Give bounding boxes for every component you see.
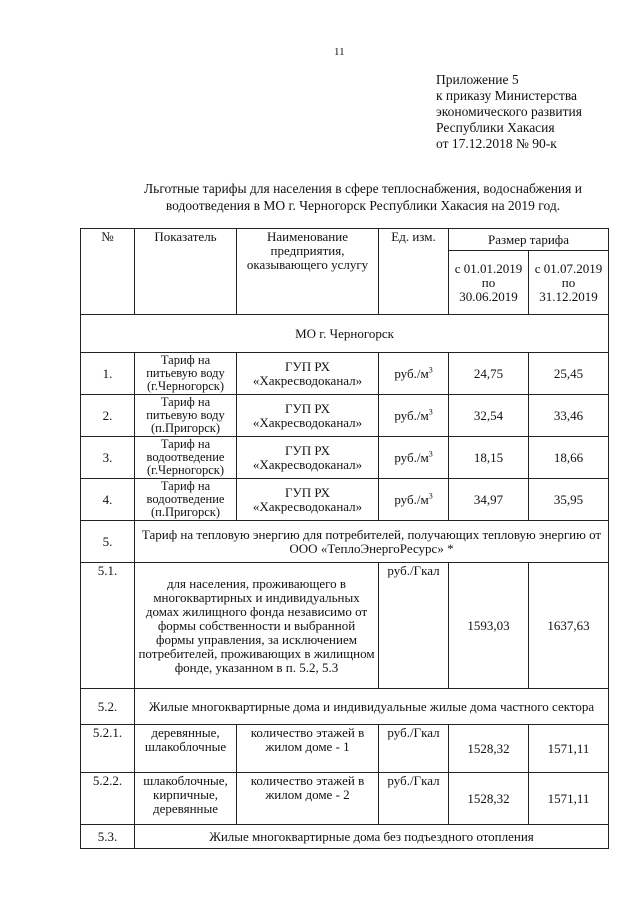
row-value-2: 1571,11	[529, 725, 609, 773]
row-num: 5.	[81, 521, 135, 563]
section-title: МО г. Черногорск	[81, 315, 609, 353]
document-title: Льготные тарифы для населения в сфере теплоснабжения, водоснабжения и водоотведения в МО г. Черногорск Республики Хакасия на 2019 год.	[144, 181, 582, 213]
table-row	[81, 689, 609, 725]
row-num: 2.	[81, 395, 135, 437]
row-value-2: 1637,63	[529, 563, 609, 689]
unit-text: руб./м	[394, 491, 429, 507]
table-row	[81, 773, 609, 825]
row-value-1: 1528,32	[449, 773, 529, 825]
unit-superscript: 3	[428, 449, 433, 459]
row-unit: руб./Гкал	[379, 773, 449, 825]
table-row	[81, 725, 609, 773]
unit-superscript: 3	[428, 407, 433, 417]
table-row	[81, 563, 609, 689]
appendix-block	[436, 72, 582, 152]
row-enterprise: ГУП РХ «Хакресводоканал»	[237, 353, 379, 395]
row-num: 5.2.2.	[81, 773, 135, 825]
row-value-2: 1571,11	[529, 773, 609, 825]
row-value-1: 24,75	[449, 353, 529, 395]
row-unit: руб./Гкал	[379, 725, 449, 773]
row-indicator: Тариф на питьевую воду (г.Черногорск)	[135, 353, 237, 395]
row-unit	[379, 479, 449, 521]
row-value-1: 32,54	[449, 395, 529, 437]
appendix-line: от 17.12.2018 № 90-к	[436, 136, 557, 151]
row-unit	[379, 353, 449, 395]
row-unit: руб./Гкал	[379, 563, 449, 689]
row-value-2: 25,45	[529, 353, 609, 395]
table-row	[81, 353, 609, 395]
table-row	[81, 479, 609, 521]
appendix-line: к приказу Министерства	[436, 88, 578, 103]
table-row	[81, 521, 609, 563]
row-unit	[379, 437, 449, 479]
unit-superscript: 3	[428, 491, 433, 501]
row-indicator: Тариф на водоотведение (п.Пригорск)	[135, 479, 237, 521]
header-indicator: Показатель	[135, 229, 237, 315]
row-value-2: 18,66	[529, 437, 609, 479]
row-num: 4.	[81, 479, 135, 521]
header-num: №	[81, 229, 135, 315]
row-indicator: Тариф на водоотведение (г.Черногорск)	[135, 437, 237, 479]
row-heading: Жилые многоквартирные дома и индивидуальные жилые дома частного сектора	[135, 689, 609, 725]
row-material: деревянные, шлакоблочные	[135, 725, 237, 773]
row-num: 5.2.	[81, 689, 135, 725]
row-heading: Жилые многоквартирные дома без подъездного отопления	[135, 825, 609, 849]
row-indicator: Тариф на питьевую воду (п.Пригорск)	[135, 395, 237, 437]
appendix-line: экономического развития	[436, 104, 582, 119]
unit-text: руб./м	[394, 407, 429, 423]
header-tariff: Размер тарифа	[449, 229, 609, 251]
row-heading: Тариф на тепловую энергию для потребителей, получающих тепловую энергию от ООО «ТеплоЭнергоРесурс» *	[135, 521, 609, 563]
row-floors: количество этажей в жилом доме - 2	[237, 773, 379, 825]
header-period-1: с 01.01.2019 по 30.06.2019	[449, 251, 529, 315]
row-material: шлакоблочные, кирпичные, деревянные	[135, 773, 237, 825]
row-value-2: 35,95	[529, 479, 609, 521]
row-unit	[379, 395, 449, 437]
header-unit: Ед. изм.	[379, 229, 449, 315]
section-row	[81, 315, 609, 353]
row-floors: количество этажей в жилом доме - 1	[237, 725, 379, 773]
row-enterprise: ГУП РХ «Хакресводоканал»	[237, 395, 379, 437]
row-num: 5.3.	[81, 825, 135, 849]
header-row	[81, 229, 609, 251]
row-value-1: 1528,32	[449, 725, 529, 773]
table-row	[81, 395, 609, 437]
row-enterprise: ГУП РХ «Хакресводоканал»	[237, 437, 379, 479]
unit-text: руб./м	[394, 449, 429, 465]
appendix-line: Приложение 5	[436, 72, 519, 87]
page-number: 11	[334, 46, 345, 58]
header-period-2: с 01.07.2019 по 31.12.2019	[529, 251, 609, 315]
row-num: 5.1.	[81, 563, 135, 689]
header-enterprise: Наименование предприятия, оказывающего услугу	[237, 229, 379, 315]
row-enterprise: ГУП РХ «Хакресводоканал»	[237, 479, 379, 521]
row-value-1: 1593,03	[449, 563, 529, 689]
row-num: 1.	[81, 353, 135, 395]
table-row	[81, 825, 609, 849]
table-row	[81, 437, 609, 479]
appendix-line: Республики Хакасия	[436, 120, 555, 135]
tariff-table	[80, 228, 609, 849]
unit-text: руб./м	[394, 365, 429, 381]
unit-superscript: 3	[428, 365, 433, 375]
row-num: 5.2.1.	[81, 725, 135, 773]
row-value-2: 33,46	[529, 395, 609, 437]
row-num: 3.	[81, 437, 135, 479]
row-value-1: 18,15	[449, 437, 529, 479]
row-value-1: 34,97	[449, 479, 529, 521]
row-description: для населения, проживающего в многоквартирных и индивидуальных домах жилищного фонда независимо от формы собственности и выбранной формы управления, за исключением потребителей, проживающих в жилищном фонде, указанном в п. 5.2, 5.3	[135, 563, 379, 689]
